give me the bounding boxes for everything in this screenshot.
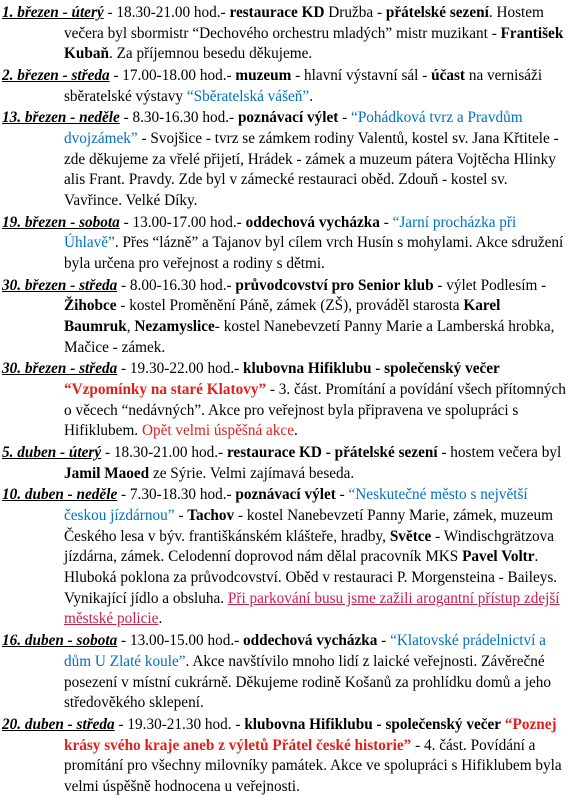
entry-text: [64, 4, 563, 62]
text-run: - 13.00-15.00 hod.-: [117, 632, 244, 650]
entry: [2, 108, 567, 211]
text-run: Družba -: [324, 4, 386, 21]
entry: [2, 66, 567, 107]
text-run: . Přes “lázně” a Tajanov byl cílem vrch Husín s mohylami. Akce sdružení byla určena pro veřejnost a rodiny s dětmi.: [64, 234, 564, 273]
text-run: “Poznej krásy svého kraje aneb z výletů Přátel české historie”: [64, 715, 557, 754]
entry-date: 2. březen - středa: [2, 67, 110, 85]
entry: [2, 715, 567, 798]
text-run: - kostel Nanebevzetí Panny Marie, zámek, muzeum Českého lesa v býv. františkánském klášteře, hradby,: [64, 507, 554, 545]
text-run: - hostem večera byl: [437, 444, 562, 462]
text-run: . Hluboká poklona za průvodcovství. Oběd v restauraci P. Morgensteina - Baileys. Vynikající jídlo a obsluha.: [64, 548, 558, 607]
entry-date: 16. duben - sobota: [2, 632, 118, 650]
text-run: - 7.30-18.30 hod.-: [117, 486, 236, 504]
entry-text: [64, 277, 554, 356]
text-run: účast: [431, 67, 465, 85]
entry-text: [64, 67, 542, 105]
entry-text: [64, 486, 560, 627]
text-run: -: [335, 486, 349, 504]
entry-date: 5. duben - úterý: [2, 444, 102, 462]
entry-date: 13. březen - neděle: [2, 109, 120, 127]
text-run: poznávací výlet: [237, 109, 339, 127]
text-run: “Vzpomínky na staré Klatovy”: [64, 381, 267, 399]
text-run: -: [174, 507, 188, 525]
text-run: .: [293, 422, 298, 440]
text-run: - 17.00-18.00 hod.-: [109, 67, 236, 85]
text-run: - 19.30-22.00 hod.-: [117, 360, 244, 378]
text-run: klubovna Hifiklubu - společenský večer: [243, 360, 500, 378]
text-run: klubovna Hifiklubu - společenský večer: [244, 715, 502, 733]
text-run: “Jarní procházka při Úhlavě”: [64, 213, 517, 252]
text-run: - Windischgrätzova jízdárna, zámek. Celodenní doprovod nám dělal pracovník MKS: [64, 527, 555, 566]
text-run: “Klatovské prádelnictví a dům U Zlaté koule”: [64, 632, 546, 670]
text-run: restaurace KD - přátelské sezení: [226, 444, 438, 462]
entry: [2, 443, 567, 484]
entry-text: [64, 716, 562, 795]
text-run: - 18.30-21.00 hod.-: [103, 4, 230, 21]
text-run: - 18.30-21.00 hod.-: [101, 444, 227, 462]
text-run: - Svojšice - tvrz se zámkem rodiny Valentů, kostel sv. Jana Křtitele - zde děkujeme za vřelé přijetí, Hrádek - zámek a muzeum pátera Vojtěcha Hlinky alis Frant. Pravdy. Zde byl v zámecké restauraci oběd. Zdouň - kostel sv. Vavřince. Velké Díky.: [64, 130, 559, 210]
text-run: Žihobce: [64, 297, 117, 315]
entry-text: [64, 109, 559, 209]
entry-date: 19. březen - sobota: [2, 213, 120, 231]
text-run: Nezamyslice: [134, 318, 215, 336]
entry-text: [64, 444, 561, 482]
text-run: -: [379, 213, 393, 231]
text-run: - 8.00-16.30 hod.-: [117, 276, 236, 294]
entry: [2, 276, 567, 359]
text-run: .: [158, 610, 163, 628]
text-run: poznávací výlet: [235, 486, 336, 504]
entry-date: 30. březen - středa: [2, 360, 118, 378]
entry-text: [64, 360, 566, 439]
text-run: . Hostem večera byl sbormistr “Dechového orchestru mladých” mistr muzikant -: [64, 4, 544, 42]
text-run: Při parkování busu jsme zažili arogantní přístup zdejší městské policie: [64, 589, 560, 628]
text-run: František Kubaň: [64, 24, 564, 63]
entry-date: 30. březen - středa: [2, 276, 118, 294]
entry: [2, 3, 567, 65]
text-run: Karel Baumruk: [64, 297, 501, 336]
text-run: . Za příjemnou besedu děkujeme.: [108, 45, 313, 63]
entry: [2, 631, 567, 714]
text-run: ze Sýrie. Velmi zajímavá beseda.: [149, 464, 355, 482]
text-run: - 4. část. Povídání a promítání pro všechny milovníky památek. Akce ve spolupráci s Hifiklubem byla velmi úspěšně hodnocena u veřejnosti.: [64, 736, 562, 795]
text-run: -: [377, 632, 391, 650]
entry-date: 1. březen - úterý: [2, 4, 104, 21]
entry-text: [64, 214, 563, 272]
entry: [2, 485, 567, 630]
text-run: “Pohádková tvrz a Pravdům dvojzámek”: [64, 109, 523, 148]
text-run: Světce: [389, 527, 432, 545]
text-run: průvodcovství pro Senior klub: [235, 276, 434, 294]
text-run: - výlet Podlesím -: [433, 276, 547, 294]
entry-date: 10. duben - neděle: [2, 486, 118, 504]
entry-text: [64, 632, 551, 711]
text-run: - hlavní výstavní sál -: [291, 67, 432, 85]
entry: [2, 213, 567, 275]
text-run: . Akce navštívilo mnoho lidí z laické veřejnosti. Závěrečné posezení v místní cukrárně. Děkujeme rodině Košanů za prohlídku domů a jeho středověkého sklepení.: [64, 652, 552, 712]
text-run: - kostel Proměnění Páně, zámek (ZŠ), prováděl starosta: [116, 297, 464, 315]
text-run: - 8.30-16.30 hod.-: [119, 109, 238, 127]
text-run: Tachov: [187, 507, 235, 525]
text-run: přátelské sezení: [385, 4, 489, 21]
text-run: - 13.00-17.00 hod.-: [119, 213, 246, 231]
text-run: - 19.30-21.30 hod. -: [114, 715, 245, 733]
text-run: -: [338, 109, 352, 127]
text-run: “Neskutečné město s největší českou jízdárnou”: [64, 486, 528, 525]
text-run: .: [309, 87, 313, 105]
text-run: ,: [126, 318, 135, 336]
text-run: Pavel Voltr: [462, 548, 535, 566]
text-run: “Sběratelská vášeň”: [186, 87, 310, 105]
text-run: Jamil Maoed: [64, 464, 150, 482]
text-run: Opět velmi úspěšná akce: [141, 422, 294, 440]
text-run: na vernisáži sběratelské výstavy: [64, 67, 543, 105]
text-run: oddechová vycházka: [245, 213, 380, 231]
text-run: muzeum: [235, 67, 292, 85]
text-run: - kostel Nanebevzetí Panny Marie a Lamberská hrobka, Mačice - zámek.: [64, 318, 555, 356]
text-run: - 3. část. Promítání a povídání všech přítomných o věcech “nedávných”. Akce pro veřejnost byla připravena ve spolupráci s Hifiklubem.: [64, 381, 566, 440]
entry-date: 20. duben - středa: [2, 715, 115, 733]
text-run: oddechová vycházka: [243, 632, 378, 650]
text-run: restaurace KD: [229, 4, 325, 21]
entry: [2, 359, 567, 442]
